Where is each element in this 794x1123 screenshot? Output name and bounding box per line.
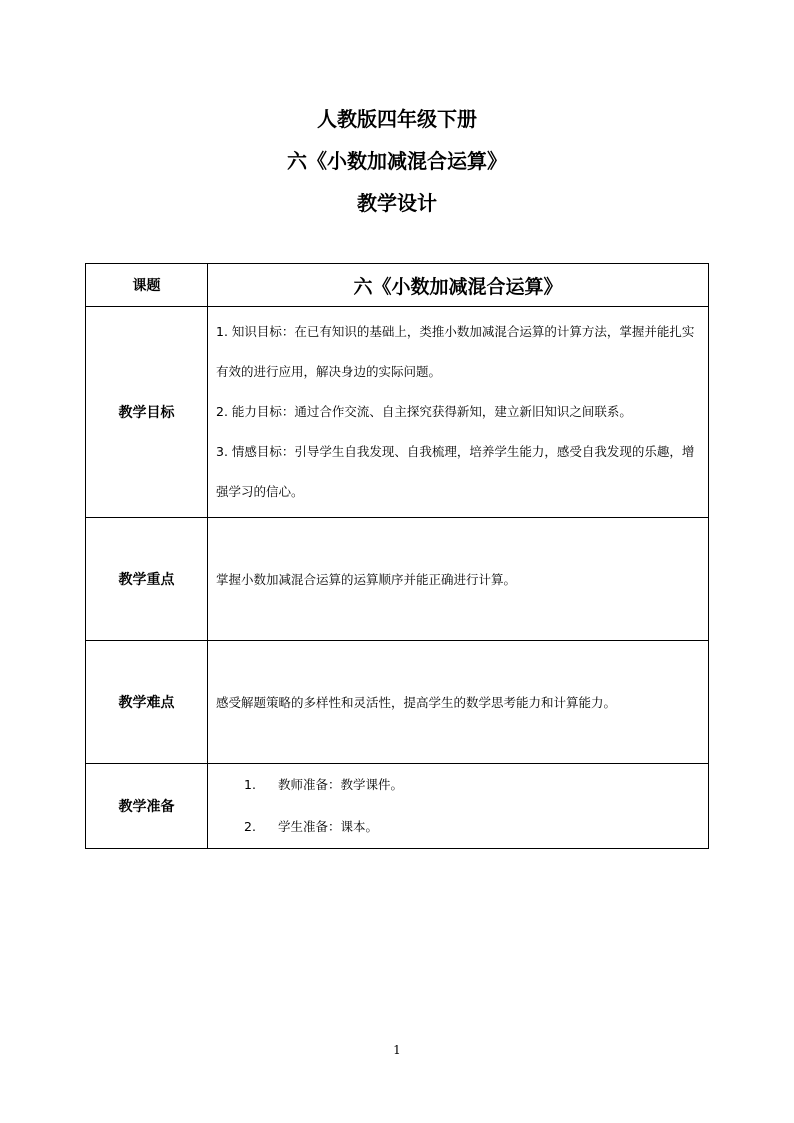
goal-emotion: 3. 情感目标：引导学生自我发现、自我梳理，培养学生能力，感受自我发现的乐趣，增强学习的信心。 (216, 444, 695, 499)
goals-content (208, 307, 709, 518)
list-item-text: 教师准备：教学课件。 (278, 777, 404, 792)
page-number: 1 (393, 1043, 401, 1057)
row-label-preparation: 教学准备 (86, 764, 208, 849)
list-item-text: 学生准备：课本。 (278, 819, 379, 834)
row-label-title: 课题 (86, 264, 208, 307)
row-label-difficulties: 教学难点 (86, 641, 208, 764)
table-row-title (86, 264, 709, 307)
document-title-line-3: 教学设计 (357, 191, 437, 215)
lesson-plan-table (85, 263, 709, 849)
list-item (216, 806, 704, 848)
table-row-preparation (86, 764, 709, 849)
course-title: 六《小数加减混合运算》 (208, 264, 709, 307)
goal-ability: 2. 能力目标：通过合作交流、自主探究获得新知，建立新旧知识之间联系。 (216, 404, 632, 419)
row-label-key-points: 教学重点 (86, 518, 208, 641)
row-label-goals: 教学目标 (86, 307, 208, 518)
table-row-goals (86, 307, 709, 518)
list-item (216, 764, 704, 806)
document-title-line-1: 人教版四年级下册 (317, 107, 477, 131)
key-points-content: 掌握小数加减混合运算的运算顺序并能正确进行计算。 (208, 518, 709, 641)
preparation-content (208, 764, 709, 849)
table-row-difficulties (86, 641, 709, 764)
document-title-line-2: 六《小数加减混合运算》 (287, 149, 507, 173)
list-item-number: 2. (244, 819, 256, 834)
goal-knowledge: 1. 知识目标：在已有知识的基础上，类推小数加减混合运算的计算方法，掌握并能扎实有效的进行应用，解决身边的实际问题。 (216, 324, 695, 379)
table-row-key-points (86, 518, 709, 641)
list-item-number: 1. (244, 777, 256, 792)
difficulties-content: 感受解题策略的多样性和灵活性，提高学生的数学思考能力和计算能力。 (208, 641, 709, 764)
